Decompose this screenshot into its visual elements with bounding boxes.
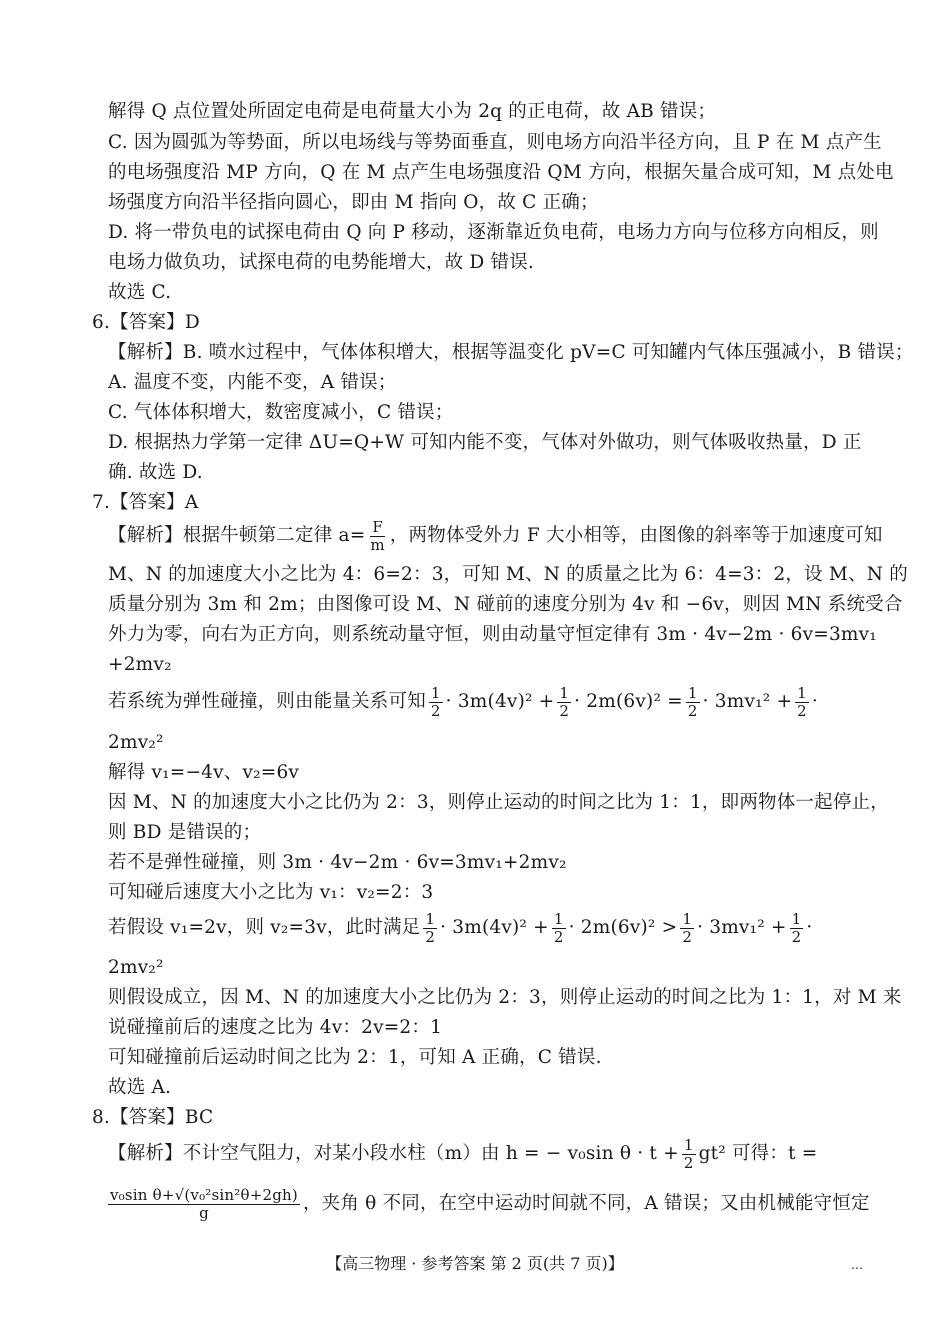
fraction-denominator: g xyxy=(199,1203,209,1222)
text-segment: ，夹角 θ 不同，在空中运动时间就不同，A 错误；又由机械能守恒定 xyxy=(302,1193,870,1214)
fraction-half xyxy=(552,911,566,946)
fraction-numerator: 1 xyxy=(687,683,698,702)
fraction-denominator: 2 xyxy=(553,927,564,946)
text-line: 2mv₂² xyxy=(108,957,164,978)
text-segment: 若系统为弹性碰撞，则由能量关系可知 xyxy=(108,691,426,712)
question-6-answer: 6.【答案】D xyxy=(92,312,200,333)
text-segment: · xyxy=(806,917,813,938)
formula-line xyxy=(108,1184,870,1224)
text-line: A. 温度不变，内能不变，A 错误； xyxy=(108,372,397,393)
text-segment: gt² 可得：t = xyxy=(698,1143,818,1164)
text-segment: · 2m(6v)² = xyxy=(574,691,683,712)
fraction-f-over-m xyxy=(368,519,386,554)
text-segment: ，两物体受外力 F 大小相等，由图像的斜率等于加速度可知 xyxy=(389,525,883,546)
formula-line xyxy=(108,518,883,554)
fraction-half xyxy=(790,911,804,946)
text-line: 则假设成立，因 M、N 的加速度大小之比仍为 2：3，则停止运动的时间之比为 1：1，对 M 来 xyxy=(108,987,902,1008)
fraction-denominator: 2 xyxy=(687,701,698,720)
text-segment: 【解析】不计空气阻力，对某小段水柱（m）由 h = − v₀sin θ · t + xyxy=(108,1143,679,1164)
fraction-numerator: 1 xyxy=(791,909,802,928)
text-line: 若不是弹性碰撞，则 3m · 4v−2m · 6v=3mv₁+2mv₂ xyxy=(108,852,567,873)
text-line: 解得 Q 点位置处所固定电荷是电荷量大小为 2q 的正电荷，故 AB 错误； xyxy=(108,101,717,122)
question-7-answer: 7.【答案】A xyxy=(92,492,199,513)
text-segment: · 2m(6v)² > xyxy=(568,917,678,938)
text-line: 场强度方向沿半径指向圆心，即由 M 指向 O，故 C 正确； xyxy=(108,192,599,213)
fraction-half xyxy=(680,911,694,946)
text-line: 故选 C. xyxy=(108,282,172,303)
fraction-denominator: m xyxy=(370,535,385,554)
corner-mark: … xyxy=(851,1258,863,1272)
text-line: 故选 A. xyxy=(108,1077,172,1098)
text-line: 解得 v₁=−4v、v₂=6v xyxy=(108,762,300,783)
fraction-denominator: 2 xyxy=(425,927,436,946)
text-line: 的电场强度沿 MP 方向，Q 在 M 点产生电场强度沿 QM 方向，根据矢量合成可知，M 点处电 xyxy=(108,162,894,183)
text-line: 可知碰后速度大小之比为 v₁：v₂=2：3 xyxy=(108,882,434,903)
fraction-numerator: F xyxy=(372,517,383,536)
fraction-numerator: 1 xyxy=(683,1135,694,1154)
text-segment: · 3mv₁² + xyxy=(702,691,793,712)
formula-line xyxy=(108,1136,818,1172)
fraction-denominator: 2 xyxy=(683,1153,694,1172)
text-line: D. 根据热力学第一定律 ΔU=Q+W 可知内能不变，气体对外做功，则气体吸收热量，D 正 xyxy=(108,432,862,453)
fraction-half xyxy=(423,911,437,946)
text-line: +2mv₂ xyxy=(108,654,172,675)
text-line: 则 BD 是错误的； xyxy=(108,822,262,843)
text-line: 【解析】B. 喷水过程中，气体体积增大，根据等温变化 pV=C 可知罐内气体压强减小，B 错误； xyxy=(108,342,914,363)
text-line: 外力为零，向右为正方向，则系统动量守恒，则由动量守恒定律有 3m · 4v−2m · 6v=3mv₁ xyxy=(108,624,877,645)
fraction-half xyxy=(682,1137,696,1172)
text-segment: · xyxy=(811,691,819,712)
text-line: 电场力做负功，试探电荷的电势能增大，故 D 错误. xyxy=(108,252,534,273)
formula-line xyxy=(108,684,818,720)
text-line: 说碰撞前后的速度之比为 4v：2v=2：1 xyxy=(108,1017,443,1038)
text-line: M、N 的加速度大小之比为 4：6=2：3，可知 M、N 的质量之比为 6：4=3：2，设 M、N 的 xyxy=(108,564,908,585)
text-line: C. 气体体积增大，数密度减小，C 错误； xyxy=(108,402,454,423)
text-line: D. 将一带负电的试探电荷由 Q 向 P 移动，逐渐靠近负电荷，电场力方向与位移方向相反，则 xyxy=(108,222,879,243)
fraction-numerator: 1 xyxy=(559,683,570,702)
fraction-denominator: 2 xyxy=(682,927,693,946)
fraction-half xyxy=(429,685,443,720)
fraction-denominator: 2 xyxy=(430,701,441,720)
fraction-denominator: 2 xyxy=(797,701,807,720)
text-line: 可知碰撞前后运动时间之比为 2：1，可知 A 正确，C 错误. xyxy=(108,1047,602,1068)
text-line: 质量分别为 3m 和 2m；由图像可设 M、N 碰前的速度分别为 4v 和 −6v，则因 MN 系统受合 xyxy=(108,594,903,615)
fraction-time-formula xyxy=(108,1187,300,1222)
fraction-numerator: v₀sin θ+√(v₀²sin²θ+2gh) xyxy=(110,1185,298,1204)
text-segment: · 3m(4v)² + xyxy=(445,691,555,712)
fraction-numerator: 1 xyxy=(430,683,441,702)
fraction-half xyxy=(557,685,571,720)
formula-line xyxy=(108,910,812,946)
text-line: 因 M、N 的加速度大小之比仍为 2：3，则停止运动的时间之比为 1：1，即两物体一起停止， xyxy=(108,792,889,813)
question-8-answer: 8.【答案】BC xyxy=(92,1107,214,1128)
text-segment: 若假设 v₁=2v，则 v₂=3v，此时满足 xyxy=(108,917,421,938)
text-segment: · 3m(4v)² + xyxy=(440,917,549,938)
fraction-denominator: 2 xyxy=(559,701,570,720)
fraction-half xyxy=(686,685,700,720)
fraction-numerator: 1 xyxy=(682,909,693,928)
text-segment: · 3mv₁² + xyxy=(697,917,787,938)
text-line: C. 因为圆弧为等势面，所以电场线与等势面垂直，则电场方向沿半径方向，且 P 在 M 点产生 xyxy=(108,132,882,153)
page-footer: 【高三物理 · 参考答案 第 2 页(共 7 页)】 xyxy=(326,1254,624,1273)
fraction-denominator: 2 xyxy=(791,927,802,946)
fraction-numerator: 1 xyxy=(425,909,436,928)
text-line: 确. 故选 D. xyxy=(108,462,203,483)
fraction-numerator: 1 xyxy=(553,909,564,928)
fraction-numerator: 1 xyxy=(797,683,807,702)
text-segment: 【解析】根据牛顿第二定律 a= xyxy=(108,525,366,546)
fraction-half xyxy=(795,685,809,720)
text-line: 2mv₂² xyxy=(108,732,164,753)
